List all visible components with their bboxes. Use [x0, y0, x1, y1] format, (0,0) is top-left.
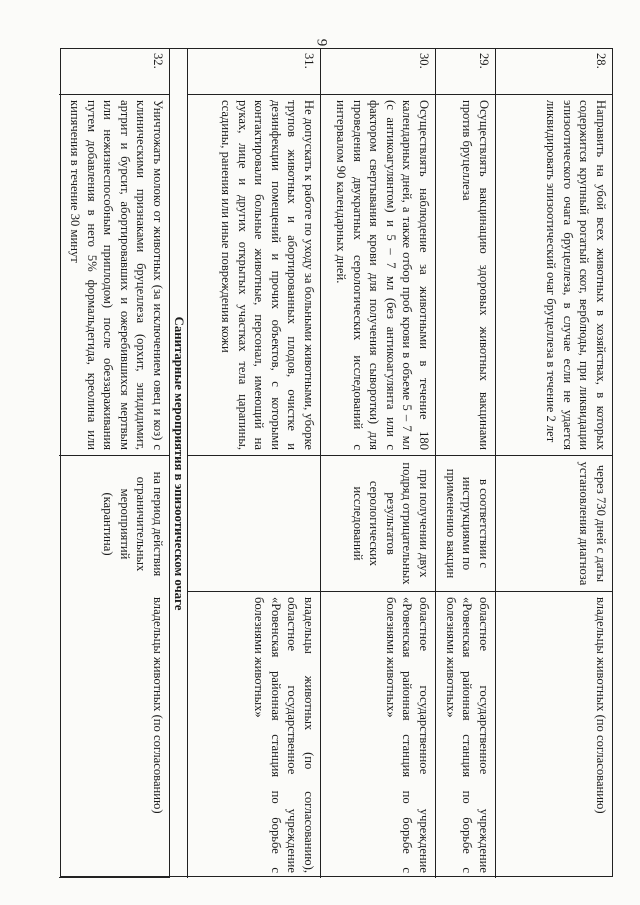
section-heading: Санитарные мероприятия в эпизоотическом очаге — [169, 49, 187, 878]
term-cell — [187, 456, 320, 592]
row-number: 32. — [59, 49, 169, 95]
measure-cell: Осуществлять вакцинацию здоровых животных вакцинами против бруцеллеза — [435, 95, 495, 456]
term-cell: на период действия ограничительных мероприятий (карантина) — [101, 471, 165, 577]
row-number: 31. — [187, 49, 320, 95]
row-number: 30. — [320, 49, 435, 95]
rotated-table-container — [60, 48, 613, 877]
term-cell: через 730 дней с даты установления диагноза — [495, 456, 612, 592]
measure-cell: Не допускать к работе по уходу за больными животными, уборке трупов животных и абортированных плодов, очистке и дезинфекции помещений и прочих объектов, с которыми контактировали больные животные, персонал, имеющий на руках, лице и других открытых участках тела царапины, ссадины, ранения или иные повреждения кожи — [187, 95, 320, 456]
page-number: 9 — [313, 38, 330, 46]
term-cell: в соответствии с инструкциями по применению вакцин — [435, 456, 495, 592]
measure-cell: Осуществлять наблюдение за животными в течение 180 календарных дней, а также отбор проб крови в объеме 5 – 7 мл (с антикоагулянтом) и 5 – 7 мл (без антикоагулянта или с фактором свертывания крови для получения сыворотки) для проведения двукратных серологических исследований с интервалом 90 календарных дней. — [320, 95, 435, 456]
measure-cell: Уничтожать молоко от животных (за исключением овец и коз) с клиническими признаками бруцеллеза (орхит, эпидидимит, артрит и бурсит, абортировавших и ожеребившихся мертвым или нежизнеспособным приплодом) после обеззараживания путем добавления в него 5% формальдегида, креолина или кипячения в течение 30 минут — [59, 95, 169, 456]
responsible-cell: областное государственное учреждение «Ровенская районная станция по борьбе с болезнями животных» — [320, 592, 435, 878]
row-number: 29. — [435, 49, 495, 95]
row-number: 28. — [495, 49, 612, 95]
responsible-cell: владельцы животных (по согласованию) — [59, 592, 169, 878]
term-cell: при получении двух подряд отрицательных результатов серологических исследований — [320, 456, 435, 592]
responsible-cell: областное государственное учреждение «Ровенская районная станция по борьбе с болезнями животных» — [435, 592, 495, 878]
measures-table — [60, 48, 613, 877]
responsible-cell: владельцы животных (по согласованию), областное государственное учреждение «Ровенская районная станция по борьбе с болезнями животных» — [187, 592, 320, 878]
measure-cell: Направить на убой всех животных в хозяйствах, в которых содержится крупный рогатый скот, верблюды, при ликвидации эпизоотического очага бруцеллеза, в случае если не удается ликвидировать эпизоотический очаг бруцеллеза в течение 2 лет — [495, 95, 612, 456]
responsible-cell: владельцы животных (по согласованию) — [495, 592, 612, 878]
